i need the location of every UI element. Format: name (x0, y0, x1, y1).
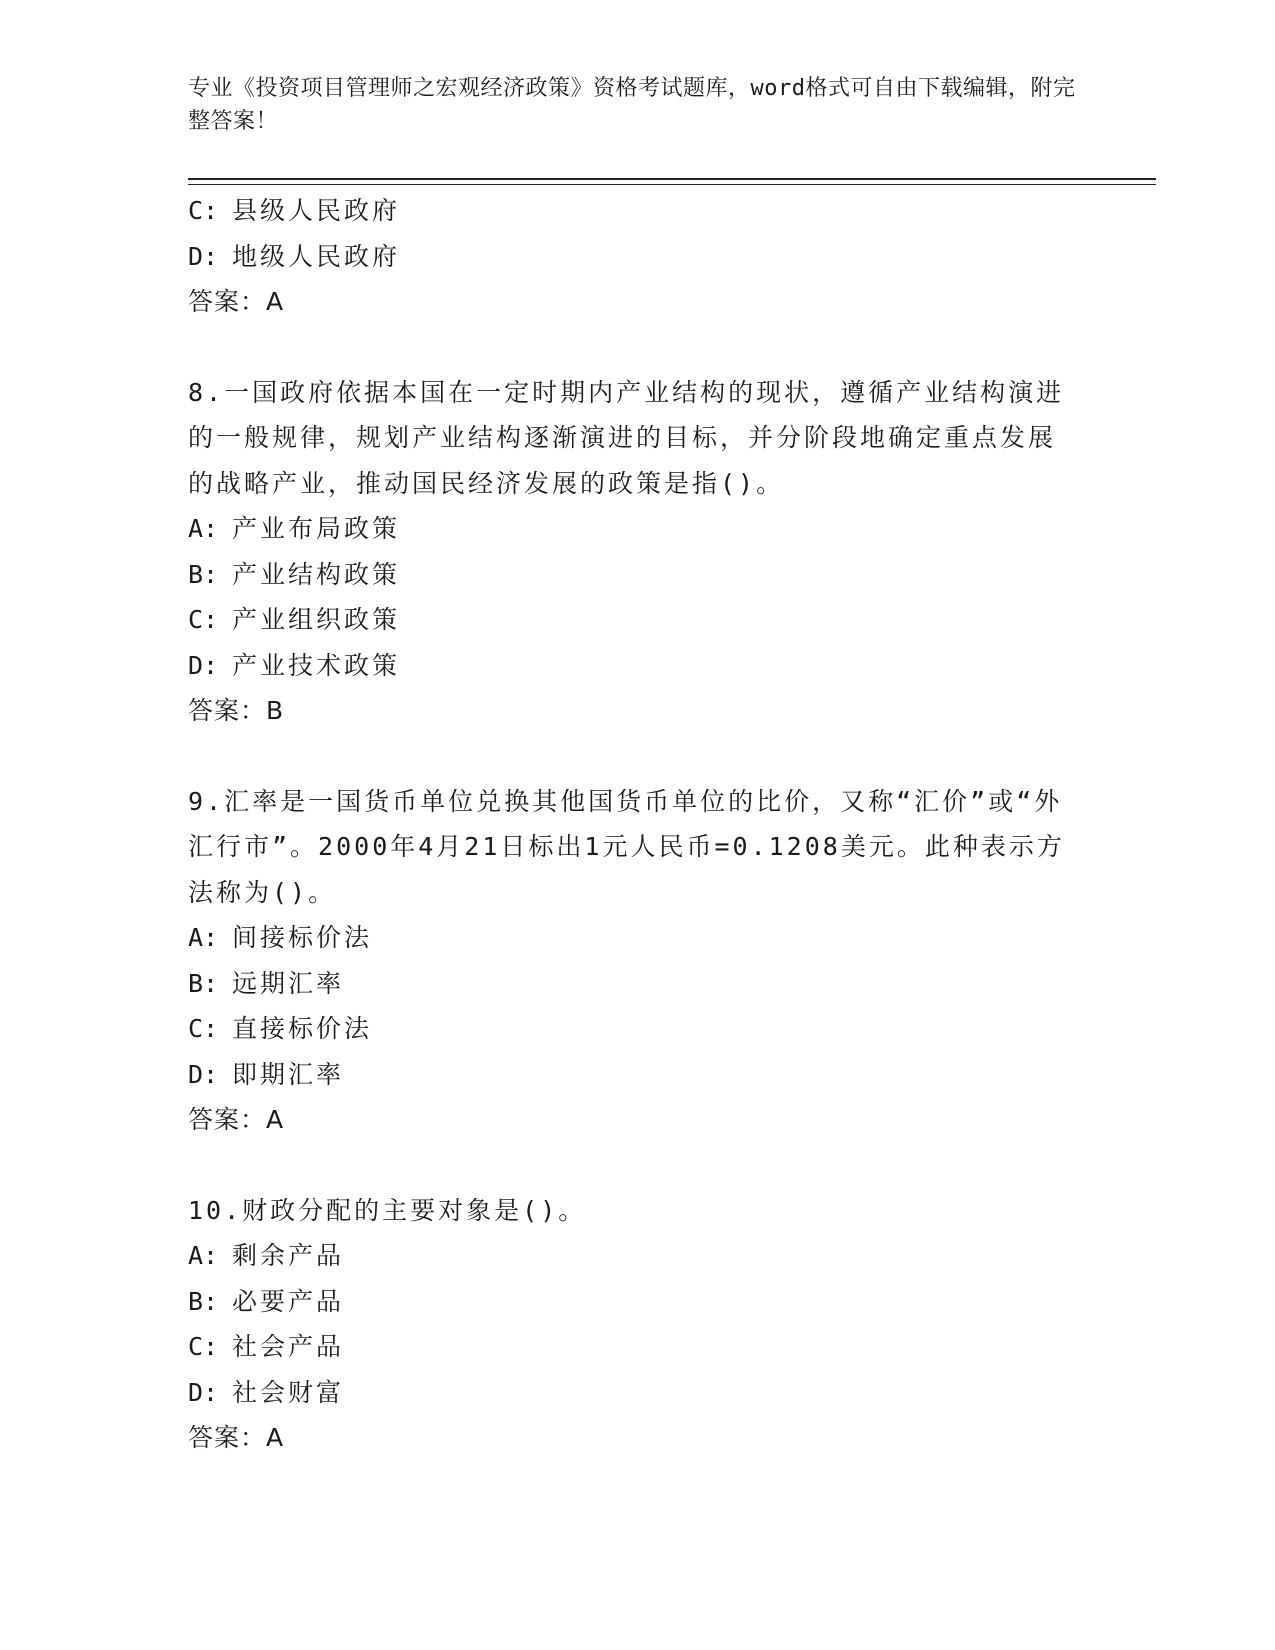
question-10 (188, 1188, 1088, 1461)
option-c: C: 直接标价法 (188, 1014, 373, 1043)
option-b: B: 远期汇率 (188, 968, 345, 998)
document-header: 专业《投资项目管理师之宏观经济政策》资格考试题库，word格式可自由下载编辑，附完整答案！ (188, 76, 1076, 134)
option-a: A: 剩余产品 (188, 1241, 345, 1270)
question-stem: 8.一国政府依据本国在一定时期内产业结构的现状，遵循产业结构演进的一般规律，规划产业结构逐渐演进的目标，并分阶段地确定重点发展的战略产业，推动国民经济发展的政策是指()。 (188, 377, 1065, 498)
option-a: A: 产业布局政策 (188, 514, 401, 543)
answer-line: 答案：A (188, 287, 285, 316)
option-b: B: 必要产品 (188, 1286, 345, 1316)
option-c: C: 县级人民政府 (188, 196, 401, 225)
question-list (188, 188, 1088, 1461)
answer-line: 答案：A (188, 1105, 285, 1134)
option-d: D: 社会财富 (188, 1377, 345, 1407)
option-c: C: 社会产品 (188, 1332, 345, 1361)
header-rule-thin (188, 184, 1156, 185)
header-rule-thick (188, 178, 1156, 180)
option-d: D: 产业技术政策 (188, 650, 401, 680)
question-stem: 9.汇率是一国货币单位兑换其他国货币单位的比价，又称“汇价”或“外汇行市”。2000年4月21日标出1元人民币=0.1208美元。此种表示方法称为()。 (188, 786, 1065, 907)
question-8 (188, 370, 1088, 734)
option-d: D: 地级人民政府 (188, 241, 401, 271)
option-d: D: 即期汇率 (188, 1059, 345, 1089)
option-c: C: 产业组织政策 (188, 605, 401, 634)
option-a: A: 间接标价法 (188, 923, 373, 952)
answer-line: 答案：A (188, 1423, 285, 1452)
partial-question (188, 188, 1088, 325)
option-b: B: 产业结构政策 (188, 559, 401, 589)
question-9 (188, 779, 1088, 1143)
answer-line: 答案：B (188, 696, 285, 725)
question-stem: 10.财政分配的主要对象是()。 (188, 1195, 587, 1225)
